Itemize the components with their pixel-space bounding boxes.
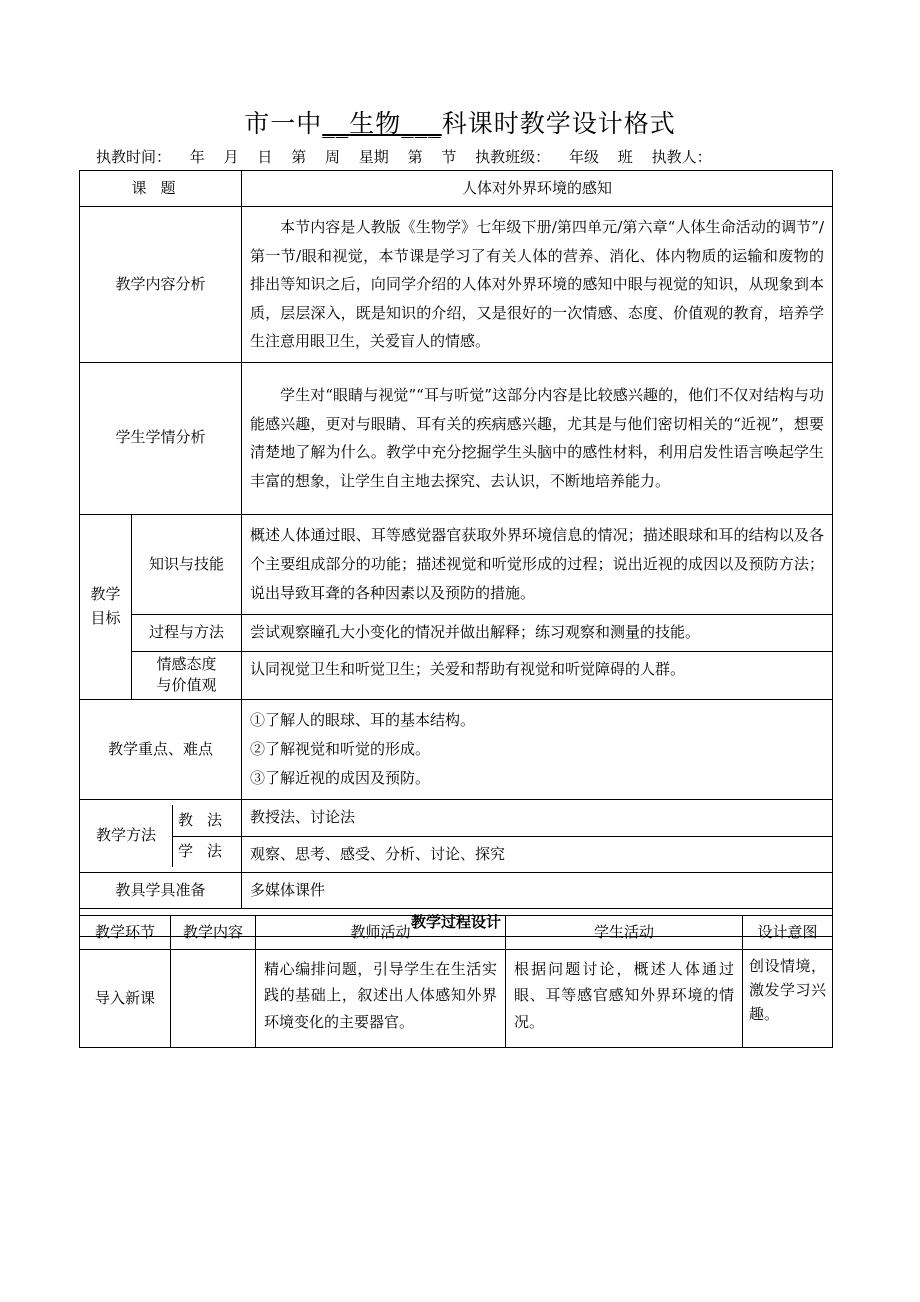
goal-label-emotion xyxy=(132,651,242,699)
meta-period: 节 xyxy=(441,148,457,166)
process-student: 根据问题讨论，概述人体通过眼、耳等感官感知外界环境的情况。 xyxy=(506,950,743,1048)
meta-teacher-label: 执教人： xyxy=(651,148,712,166)
process-header-content: 教学内容 xyxy=(171,916,256,950)
topic-row xyxy=(80,171,833,207)
methods-cell xyxy=(80,800,242,873)
goals-label: 教学目标 xyxy=(80,514,132,699)
tools-label: 教具学具准备 xyxy=(80,872,242,908)
key-label: 教学重点、难点 xyxy=(80,699,242,800)
meta-year: 年 xyxy=(189,148,205,166)
goal-text-knowledge: 概述人体通过眼、耳等感觉器官获取外界环境信息的情况；描述眼球和耳的结构以及各个主要组成部分的功能；描述视觉和听觉形成的过程；说出近视的成因以及预防方法；说出导致耳聋的各种因素以及预防的措施。 xyxy=(242,514,833,615)
tools-text: 多媒体课件 xyxy=(242,872,833,908)
learn-method-text: 观察、思考、感受、分析、讨论、探究 xyxy=(242,836,833,872)
process-header-intent: 设计意图 xyxy=(743,916,833,950)
goal-row-knowledge xyxy=(80,514,833,615)
meta-line xyxy=(96,146,726,167)
methods-inner xyxy=(80,805,241,867)
process-content xyxy=(171,950,256,1048)
process-intent: 创设情境，激发学习兴趣。 xyxy=(743,950,833,1048)
learner-row xyxy=(80,362,833,514)
content-label: 教学内容分析 xyxy=(80,207,242,363)
title-prefix: 市一中 xyxy=(244,109,323,138)
process-stage: 导入新课 xyxy=(80,950,171,1048)
meta-grade: 年级 xyxy=(568,148,599,166)
learner-text: 学生对“眼睛与视觉”“耳与听觉”这部分内容是比较感兴趣的，他们不仅对结构与功能感兴趣，更对与眼睛、耳有关的疾病感兴趣，尤其是与他们密切相关的“近视”，想要清楚地了解为什么。教学中充分挖掘学生头脑中的感性材料，利用启发性语言唤起学生丰富的想象，让学生自主地去探究、去认识，不断地培养能力。 xyxy=(242,362,833,514)
goal-row-process xyxy=(80,615,833,651)
meta-class-label: 执教班级： xyxy=(475,148,551,166)
goal-label-knowledge: 知识与技能 xyxy=(132,514,242,615)
meta-di2: 第 xyxy=(407,148,423,166)
key-row xyxy=(80,699,833,800)
tools-row xyxy=(80,872,833,908)
process-row xyxy=(80,950,833,1048)
process-title: 教学过程设计 xyxy=(80,909,833,937)
key-point: ③了解近视的成因及预防。 xyxy=(250,769,431,787)
meta-weekday: 星期 xyxy=(358,148,389,166)
process-teacher: 精心编排问题，引导学生在生活实践的基础上，叙述出人体感知外界环境变化的主要器官。 xyxy=(256,950,506,1048)
lesson-plan-table xyxy=(79,170,833,937)
process-header-stage: 教学环节 xyxy=(80,916,171,950)
method-row-teach xyxy=(80,800,833,836)
meta-time-label: 执教时间： xyxy=(96,148,172,166)
goal-label-process: 过程与方法 xyxy=(132,615,242,651)
content-row xyxy=(80,207,833,363)
teach-method-text: 教授法、讨论法 xyxy=(242,800,833,836)
title-subject: __生物___ xyxy=(322,109,442,138)
goal-row-emotion xyxy=(80,651,833,699)
content-text: 本节内容是人教版《生物学》七年级下册/第四单元/第六章“人体生命活动的调节”/第一节/眼和视觉，本节课是学习了有关人体的营养、消化、体内物质的运输和废物的排出等知识之后，向同学介绍的人体对外界环境的感知中眼与视觉的知识，从现象到本质，层层深入，既是知识的介绍，又是很好的一次情感、态度、价值观的教育，培养学生注意用眼卫生，关爱盲人的情感。 xyxy=(242,207,833,363)
goal-label-emotion-line1: 情感态度 xyxy=(156,655,217,673)
topic-value: 人体对外界环境的感知 xyxy=(242,171,833,207)
meta-month: 月 xyxy=(223,148,239,166)
process-header-teacher: 教师活动 xyxy=(256,916,506,950)
key-point: ②了解视觉和听觉的形成。 xyxy=(250,739,431,758)
learner-label: 学生学情分析 xyxy=(80,362,242,514)
meta-day: 日 xyxy=(257,148,273,166)
key-point: ①了解人的眼球、耳的基本结构。 xyxy=(250,710,476,729)
goal-label-emotion-line2: 与价值观 xyxy=(156,676,217,694)
process-header-row xyxy=(80,916,833,950)
topic-label: 课题 xyxy=(80,171,242,207)
meta-class: 班 xyxy=(617,148,633,166)
meta-week: 周 xyxy=(324,148,340,166)
goal-text-process: 尝试观察瞳孔大小变化的情况并做出解释；练习观察和测量的技能。 xyxy=(242,615,833,651)
learn-method-label: 学法 xyxy=(178,842,237,861)
methods-label: 教学方法 xyxy=(80,805,173,867)
key-points xyxy=(242,699,833,800)
title-suffix: 科课时教学设计格式 xyxy=(441,109,676,138)
meta-di1: 第 xyxy=(291,148,307,166)
teach-method-label: 教法 xyxy=(173,805,242,836)
goal-text-emotion: 认同视觉卫生和听觉卫生；关爱和帮助有视觉和听觉障碍的人群。 xyxy=(242,651,833,699)
process-header-student: 学生活动 xyxy=(506,916,743,950)
page-title xyxy=(0,104,920,140)
process-table xyxy=(79,915,833,1048)
